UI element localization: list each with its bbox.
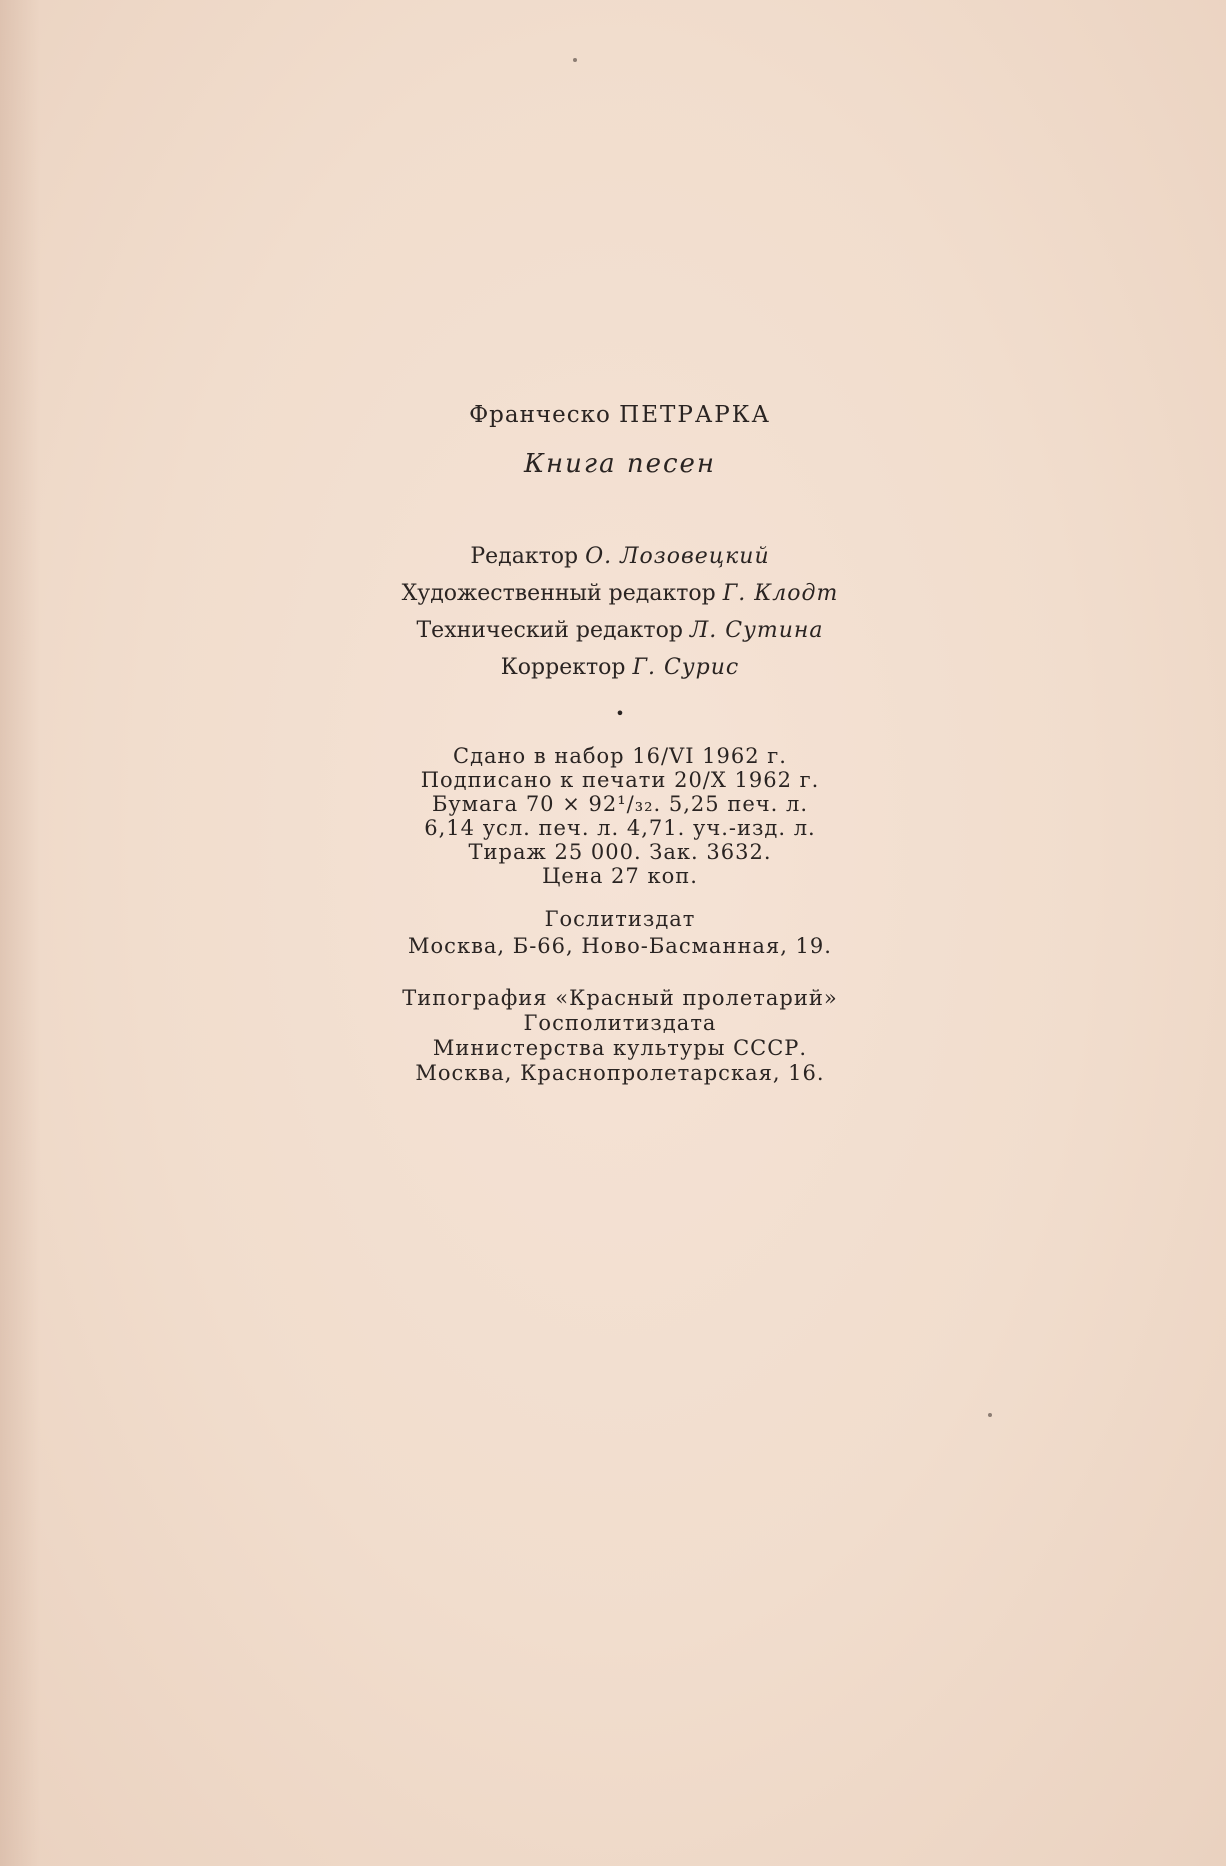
paper-speck <box>573 58 577 62</box>
credit-name: Г. Сурис <box>632 655 740 680</box>
credit-name: Л. Сутина <box>689 618 824 643</box>
credit-row-proofreader <box>300 649 940 686</box>
credit-name: О. Лозовецкий <box>585 544 770 569</box>
publisher-block <box>300 906 940 960</box>
printer-line: Москва, Краснопролетарская, 16. <box>415 1061 825 1085</box>
book-title: Книга песен <box>523 449 717 479</box>
credit-row-editor <box>300 538 940 575</box>
credit-row-art-editor <box>300 575 940 612</box>
separator-dot: • <box>615 704 625 723</box>
credit-name: Г. Клодт <box>722 581 839 606</box>
credit-row-technical-editor <box>300 612 940 649</box>
print-line: Тираж 25 000. Зак. 3632. <box>468 840 772 864</box>
credit-role: Художественный редактор <box>401 581 716 606</box>
print-line: 6,14 усл. печ. л. 4,71. уч.-изд. л. <box>424 816 816 840</box>
publisher-line: Гослитиздат <box>544 907 696 931</box>
credit-role: Технический редактор <box>416 618 683 643</box>
print-line: Сдано в набор 16/VI 1962 г. <box>453 744 787 768</box>
credit-role: Редактор <box>470 544 579 569</box>
page-edge-shadow <box>0 0 40 1866</box>
print-line: Бумага 70 × 92¹/₃₂. 5,25 печ. л. <box>431 792 809 816</box>
print-line: Цена 27 коп. <box>542 864 698 888</box>
print-line: Подписано к печати 20/X 1962 г. <box>420 768 820 792</box>
author-line <box>300 398 940 432</box>
credit-role: Корректор <box>500 655 626 680</box>
printer-line: Типография «Красный пролетарий» <box>402 986 838 1010</box>
print-data-block <box>300 744 940 888</box>
printer-line: Министерства культуры СССР. <box>432 1036 808 1060</box>
printer-block <box>300 986 940 1086</box>
colophon-imprint <box>300 398 940 1086</box>
publisher-line: Москва, Б-66, Ново-Басманная, 19. <box>408 934 832 958</box>
author-first-name: Франческо <box>469 402 611 428</box>
credits-block <box>300 538 940 686</box>
paper-speck <box>988 1413 992 1417</box>
author-surname: ПЕТРАРКА <box>619 402 771 428</box>
printer-line: Госполитиздата <box>523 1011 717 1035</box>
